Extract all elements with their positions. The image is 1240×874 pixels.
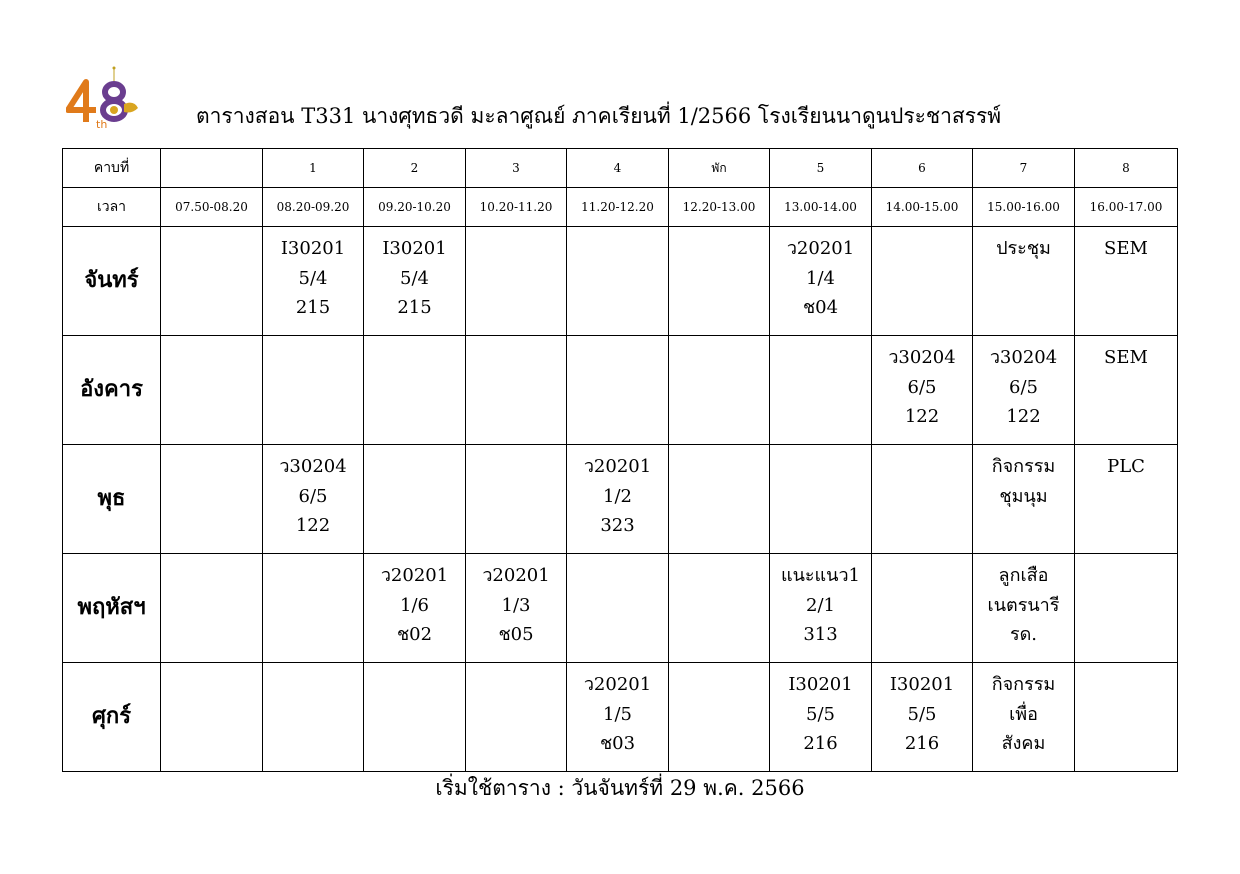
day-name-cell: พฤหัสฯ	[63, 554, 161, 663]
class-cell	[161, 445, 263, 554]
class-cell-line: 1/4	[806, 267, 835, 289]
class-cell-line: 2/1	[806, 594, 835, 616]
class-cell	[669, 554, 770, 663]
time-slot-cell: 10.20-11.20	[466, 188, 567, 227]
time-slot-cell: 07.50-08.20	[161, 188, 263, 227]
timetable	[62, 148, 1178, 772]
period-number-cell: 8	[1075, 149, 1178, 188]
class-cell	[1075, 663, 1178, 772]
class-cell-line: กิจกรรม	[991, 674, 1056, 695]
class-cell	[466, 227, 567, 336]
time-slot-cell: 09.20-10.20	[364, 188, 466, 227]
class-cell-line: ประชุม	[996, 238, 1051, 259]
time-slot-cell: 11.20-12.20	[567, 188, 669, 227]
class-cell-line: 313	[803, 624, 838, 645]
class-cell	[669, 336, 770, 445]
period-number-cell: 2	[364, 149, 466, 188]
logo-48th-icon	[66, 60, 142, 130]
class-cell	[466, 663, 567, 772]
period-number-cell: 3	[466, 149, 567, 188]
day-name-cell: พุธ	[63, 445, 161, 554]
period-number-cell: 5	[770, 149, 872, 188]
class-cell	[872, 227, 973, 336]
time-slot-cell: 13.00-14.00	[770, 188, 872, 227]
class-cell	[1075, 227, 1178, 336]
class-cell-line: ช02	[396, 624, 433, 645]
class-cell	[770, 554, 872, 663]
class-cell-line: เนตรนารี	[987, 594, 1060, 616]
class-cell-line: รด.	[1009, 624, 1038, 645]
period-number-cell: 1	[263, 149, 364, 188]
class-cell-line: ว20201	[583, 674, 652, 695]
class-cell	[669, 445, 770, 554]
class-cell	[263, 445, 364, 554]
class-cell-line: 215	[397, 297, 432, 318]
class-cell-line: ช04	[802, 297, 839, 318]
class-cell	[770, 227, 872, 336]
class-cell	[364, 227, 466, 336]
class-cell-line: 1/3	[501, 594, 531, 616]
class-cell	[161, 554, 263, 663]
class-cell-line: แนะแนว1	[780, 565, 861, 586]
period-label-cell: คาบที่	[63, 149, 161, 188]
class-cell-line: ว20201	[482, 565, 550, 586]
class-cell	[161, 336, 263, 445]
day-name-cell: จันทร์	[63, 227, 161, 336]
class-cell-line: 215	[295, 297, 331, 318]
class-cell-line: ว20201	[583, 456, 652, 477]
class-cell-line: 5/5	[907, 703, 937, 725]
class-cell	[364, 336, 466, 445]
class-cell	[161, 663, 263, 772]
period-number-cell: 6	[872, 149, 973, 188]
class-cell	[466, 445, 567, 554]
day-row	[63, 445, 1178, 554]
class-cell-line: ว30204	[989, 347, 1058, 368]
class-cell-line: ช05	[498, 624, 534, 645]
class-cell-line: สังคม	[1001, 733, 1046, 754]
class-cell	[1075, 554, 1178, 663]
class-cell-line: 5/5	[806, 703, 835, 725]
class-cell-line: ว20201	[380, 565, 449, 586]
class-cell	[161, 227, 263, 336]
class-cell-line: 122	[1006, 406, 1041, 427]
time-slot-cell: 15.00-16.00	[973, 188, 1075, 227]
period-number-cell: 4	[567, 149, 669, 188]
class-cell	[1075, 336, 1178, 445]
class-cell-line: ว20201	[786, 238, 855, 259]
day-row	[63, 336, 1178, 445]
class-cell-line: I30201	[280, 238, 346, 259]
class-cell-line: เพื่อ	[1009, 703, 1038, 725]
class-cell	[770, 336, 872, 445]
class-cell	[567, 663, 669, 772]
class-cell	[466, 336, 567, 445]
time-slot-cell: 12.20-13.00	[669, 188, 770, 227]
class-cell	[364, 554, 466, 663]
class-cell	[973, 227, 1075, 336]
time-slot-cell: 14.00-15.00	[872, 188, 973, 227]
day-name-cell: ศุกร์	[63, 663, 161, 772]
class-cell	[263, 227, 364, 336]
time-slot-cell: 16.00-17.00	[1075, 188, 1178, 227]
class-cell-line: 6/5	[1009, 376, 1038, 398]
class-cell-line: 216	[803, 733, 838, 754]
day-row	[63, 227, 1178, 336]
class-cell	[567, 445, 669, 554]
class-cell-line: ว30204	[279, 456, 347, 477]
period-header-row	[63, 149, 1178, 188]
class-cell-line: ลูกเสือ	[998, 565, 1049, 586]
class-cell-line: ช03	[599, 733, 636, 754]
class-cell-line: 6/5	[907, 376, 937, 398]
time-label-cell: เวลา	[63, 188, 161, 227]
class-cell-line: PLC	[1107, 456, 1145, 477]
class-cell	[669, 663, 770, 772]
time-header-row	[63, 188, 1178, 227]
class-cell-line: I30201	[889, 674, 955, 695]
class-cell	[973, 336, 1075, 445]
class-cell-line: 1/5	[603, 703, 632, 725]
class-cell	[973, 663, 1075, 772]
class-cell	[1075, 445, 1178, 554]
period-number-cell: พัก	[669, 149, 770, 188]
class-cell	[364, 663, 466, 772]
day-row	[63, 663, 1178, 772]
period-number-cell: 7	[973, 149, 1075, 188]
class-cell-line: I30201	[382, 238, 447, 259]
page-title: ตารางสอน T331 นางศุทธวดี มะลาศูณย์ ภาคเรียนที่ 1/2566 โรงเรียนนาดูนประชาสรรพ์	[196, 104, 1002, 128]
class-cell-line: 122	[295, 515, 331, 536]
class-cell	[466, 554, 567, 663]
class-cell	[567, 554, 669, 663]
class-cell-line: I30201	[788, 674, 853, 695]
class-cell-line: ชุมนุม	[999, 485, 1048, 507]
class-cell	[872, 663, 973, 772]
school-anniversary-logo	[66, 60, 142, 130]
class-cell-line: 6/5	[298, 485, 328, 507]
class-cell-line: ว30204	[888, 347, 956, 368]
day-row	[63, 554, 1178, 663]
class-cell-line: 216	[904, 733, 940, 754]
class-cell	[263, 336, 364, 445]
class-cell	[567, 227, 669, 336]
class-cell	[263, 663, 364, 772]
class-cell	[364, 445, 466, 554]
class-cell	[973, 445, 1075, 554]
day-name-cell: อังคาร	[63, 336, 161, 445]
class-cell-line: 122	[904, 406, 940, 427]
class-cell-line: 5/4	[298, 267, 328, 289]
start-date-footer: เริ่มใช้ตาราง : วันจันทร์ที่ 29 พ.ค. 2566	[435, 776, 805, 800]
class-cell-line: 323	[600, 515, 635, 536]
class-cell-line: กิจกรรม	[991, 456, 1056, 477]
class-cell-line: 1/2	[603, 485, 632, 507]
class-cell-line: SEM	[1104, 238, 1148, 259]
period-number-cell	[161, 149, 263, 188]
svg-text:th: th	[96, 118, 108, 130]
class-cell-line: 5/4	[400, 267, 429, 289]
class-cell	[973, 554, 1075, 663]
class-cell	[872, 445, 973, 554]
class-cell	[770, 445, 872, 554]
class-cell	[567, 336, 669, 445]
class-cell-line: SEM	[1104, 347, 1148, 368]
time-slot-cell: 08.20-09.20	[263, 188, 364, 227]
class-cell	[263, 554, 364, 663]
class-cell-line: 1/6	[400, 594, 429, 616]
class-cell	[669, 227, 770, 336]
class-cell	[770, 663, 872, 772]
class-cell	[872, 554, 973, 663]
class-cell	[872, 336, 973, 445]
